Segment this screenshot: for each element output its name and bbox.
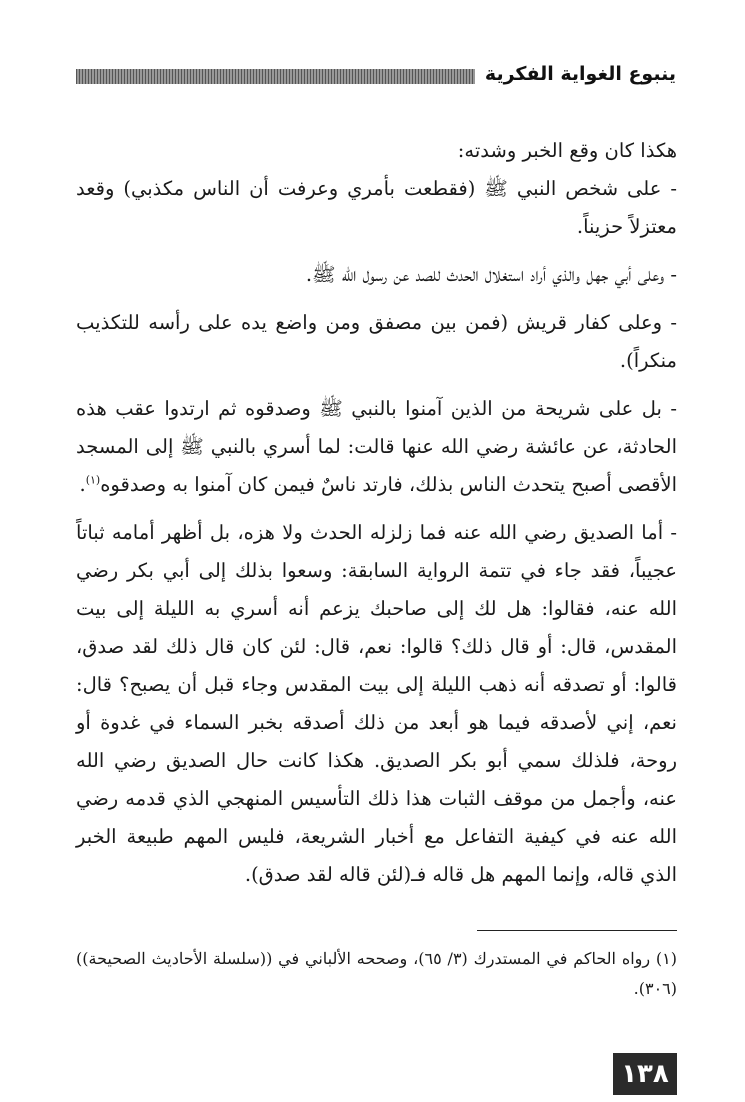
header-decorative-bar <box>76 69 475 84</box>
footnote-ref-marker: (١) <box>85 473 101 487</box>
paragraph-abu-jahl: - وعلى أبي جهل والذي أراد استغلال الحدث للصد عن رسول الله ﷺ. <box>305 263 677 286</box>
footnote: (١) رواه الحاكم في المستدرك (٣/ ٦٥)، وصححه الألباني في ((سلسلة الأحاديث الصحيحة)) (٣٠٦). <box>76 949 678 998</box>
main-text <box>76 132 677 894</box>
paragraph-believers <box>76 390 677 504</box>
paragraph-prophet: - على شخص النبي ﷺ (فقطعت بأمري وعرفت أن الناس مكذبي) وقعد معتزلاً حزيناً. <box>76 177 677 238</box>
running-header <box>76 58 676 90</box>
paragraph-siddiq: - أما الصديق رضي الله عنه فما زلزله الحدث ولا هزه، بل أظهر أمامه ثباتاً عجيباً، فقد جاء في تتمة الرواية السابقة: وسعوا بذلك إلى أبي بكر رضي الله عنه، فقالوا: هل لك إلى صاحبك يزعم أنه أسري به الليلة إلى بيت المقدس، قال: أو قال ذلك؟ قالوا: نعم، قال: لئن كان قال ذلك لقد صدق، قالوا: أو تصدقه أنه ذهب الليلة إلى بيت المقدس وجاء قبل أن يصبح؟ قال: نعم، إني لأصدقه فيما هو أبعد من ذلك أصدقه بخبر السماء في غدوة أو روحة، فلذلك سمي أبو بكر الصديق. هكذا كانت حال الصديق رضي الله عنه، وأجمل من موقف الثبات هذا ذلك التأسيس المنهجي الذي قدمه رضي الله عنه في كيفية التفاعل مع أخبار الشريعة، فليس المهم طبيعة الخبر الذي قاله، وإنما المهم هل قاله فـ(لئن قاله لقد صدق). <box>76 521 677 886</box>
running-header-title: ينبوع الغواية الفكرية <box>484 63 676 85</box>
footnote-divider <box>477 930 677 931</box>
paragraph-intro: هكذا كان وقع الخبر وشدته: <box>457 139 677 162</box>
paragraph-believers-text: - بل على شريحة من الذين آمنوا بالنبي ﷺ وصدقوه ثم ارتدوا عقب هذه الحادثة، عن عائشة رضي الله عنها قالت: لما أسري بالنبي ﷺ إلى المسجد الأقصى أصبح يتحدث الناس بذلك، فارتد ناسٌ فيمن كان آمنوا به وصدقوه <box>76 397 677 496</box>
page-number: ١٣٨ <box>613 1053 677 1095</box>
paragraph-quraysh: - وعلى كفار قريش (فمن بين مصفق ومن واضع يده على رأسه للتكذيب منكراً). <box>76 311 677 372</box>
paragraph-believers-end: . <box>79 473 86 496</box>
